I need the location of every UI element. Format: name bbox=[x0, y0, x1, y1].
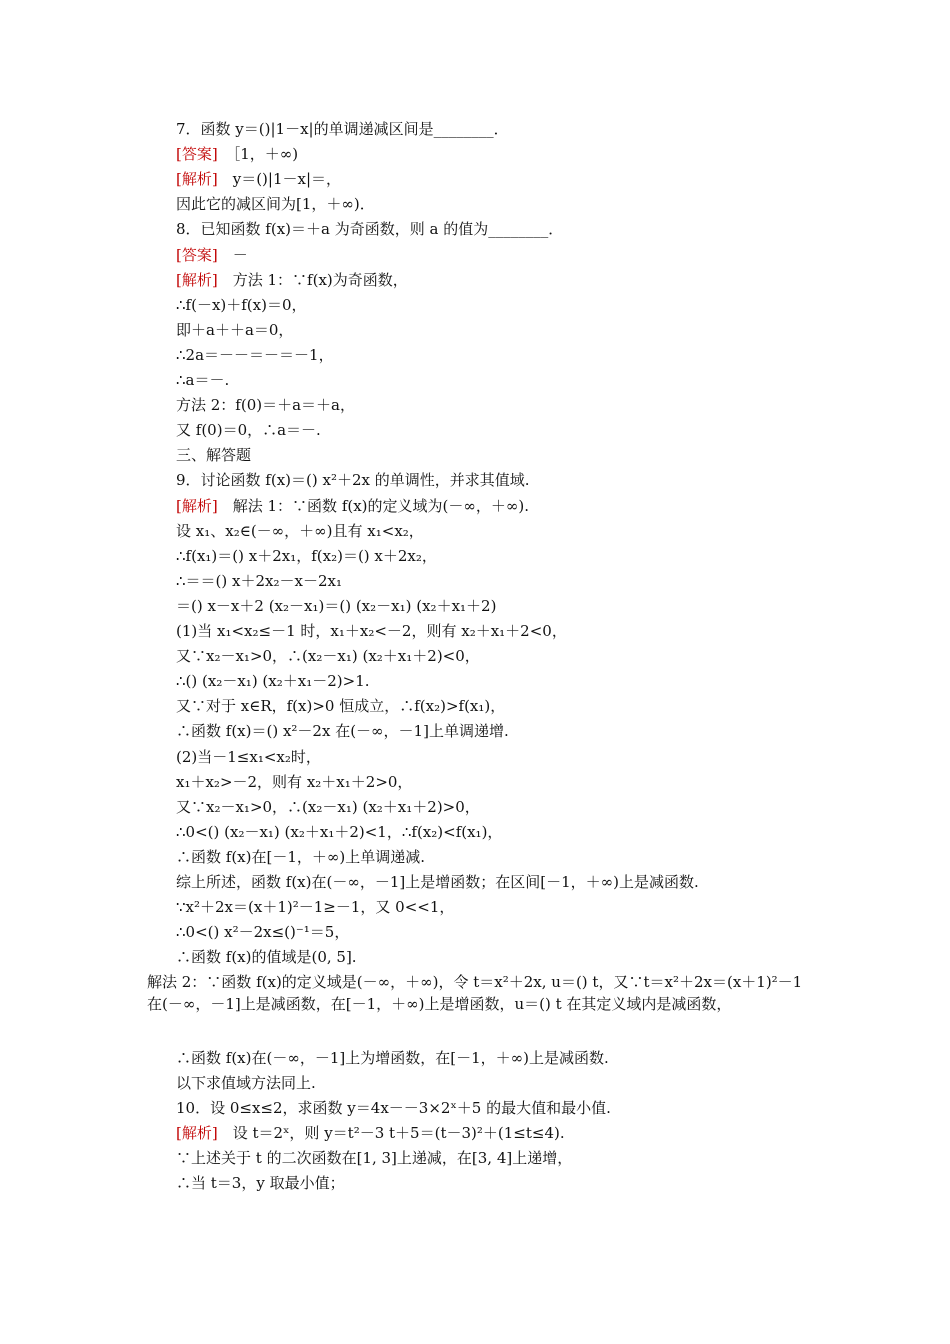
text-line bbox=[176, 796, 480, 818]
text-line bbox=[176, 394, 355, 416]
text-line bbox=[176, 846, 425, 868]
line-text: 方法 2：f(0)＝＋a＝＋a， bbox=[176, 396, 355, 415]
line-text: 又∵x₂－x₁>0，∴(x₂－x₁) (x₂＋x₁＋2)<0， bbox=[176, 647, 480, 666]
line-text: 解法 2：∵函数 f(x)的定义域是(－∞，＋∞)，令 t＝x²＋2x, u＝() t，又∵t＝x²＋2x＝(x＋1)²－1 在(－∞，－1]上是减函数，在[－1，＋∞)上是增函数，u＝() t 在其定义域内是减函数， bbox=[147, 973, 803, 1014]
text-line bbox=[176, 896, 454, 918]
text-line bbox=[176, 695, 505, 717]
text-line bbox=[176, 269, 408, 291]
text-line bbox=[176, 670, 370, 692]
text-line bbox=[176, 595, 496, 617]
line-text: ∴函数 f(x)的值域是(0, 5]. bbox=[176, 948, 357, 967]
section-tag: [答案] bbox=[176, 245, 218, 264]
line-text: 因此它的减区间为[1，＋∞)． bbox=[176, 195, 375, 214]
text-line bbox=[176, 645, 480, 667]
text-line bbox=[176, 469, 530, 491]
line-text: 综上所述，函数 f(x)在(－∞，－1]上是增函数；在区间[－1，＋∞)上是减函数. bbox=[176, 873, 699, 891]
text-line bbox=[176, 771, 412, 793]
text-line bbox=[176, 1147, 572, 1169]
text-line bbox=[176, 1047, 609, 1069]
text-line bbox=[176, 871, 699, 893]
line-text: ∴() (x₂－x₁) (x₂＋x₁－2)>1. bbox=[176, 672, 370, 691]
text-line bbox=[176, 821, 502, 843]
text-line bbox=[176, 1072, 316, 1094]
text-line bbox=[176, 921, 349, 943]
line-text: － bbox=[232, 245, 248, 264]
line-text: ∴0<() (x₂－x₁) (x₂＋x₁＋2)<1，∴f(x₂)<f(x₁)， bbox=[176, 822, 503, 841]
line-text: 又∵对于 x∈R，f(x)>0 恒成立，∴f(x₂)>f(x₁)， bbox=[176, 697, 506, 716]
line-text: 三、解答题 bbox=[176, 446, 252, 465]
text-line bbox=[176, 319, 293, 341]
line-text: y＝()|1－x|＝， bbox=[232, 170, 342, 189]
line-text: ∵x²＋2x＝(x＋1)²－1≥－1，又 0<<1， bbox=[176, 898, 455, 917]
text-line bbox=[176, 720, 509, 742]
line-text: ∴＝＝() x＋2x₂－x－2x₁ bbox=[176, 571, 342, 590]
text-line bbox=[176, 444, 251, 466]
line-text: 又∵x₂－x₁>0，∴(x₂－x₁) (x₂＋x₁＋2)>0， bbox=[176, 797, 480, 816]
section-tag: [解析] bbox=[176, 1124, 218, 1142]
line-text: 即＋a＋＋a＝0， bbox=[176, 320, 294, 339]
text-line bbox=[176, 495, 529, 517]
line-text: 8．已知函数 f(x)＝＋a 为奇函数，则 a 的值为________． bbox=[176, 220, 564, 239]
line-text: ＝() x－x＋2 (x₂－x₁)＝() (x₂－x₁) (x₂＋x₁＋2) bbox=[176, 596, 497, 615]
text-line bbox=[176, 1122, 565, 1144]
text-line bbox=[176, 946, 357, 968]
line-text: ∴当 t＝3，y 取最小值； bbox=[176, 1174, 345, 1193]
line-text: 设 x₁、x₂∈(－∞，＋∞)且有 x₁<x₂， bbox=[176, 521, 424, 540]
text-line bbox=[147, 971, 807, 1015]
text-line bbox=[176, 294, 307, 316]
line-text: ［1，＋∞) bbox=[232, 145, 299, 164]
section-tag: [解析] bbox=[176, 270, 218, 289]
text-line bbox=[176, 193, 375, 215]
line-text: ∴函数 f(x)在[－1，＋∞)上单调递减. bbox=[176, 847, 425, 866]
line-text: 以下求值域方法同上. bbox=[176, 1073, 316, 1092]
line-text: 7．函数 y＝()|1－x|的单调递减区间是________． bbox=[176, 120, 509, 138]
text-line bbox=[176, 620, 567, 642]
text-line bbox=[176, 746, 321, 768]
text-line bbox=[176, 570, 342, 592]
line-text: ∴a＝－. bbox=[176, 371, 230, 389]
text-line bbox=[176, 545, 437, 567]
text-line bbox=[176, 419, 321, 441]
text-line bbox=[176, 244, 248, 266]
text-line bbox=[176, 369, 229, 391]
text-line bbox=[176, 168, 341, 190]
line-text: (2)当－1≤x₁<x₂时， bbox=[176, 747, 321, 766]
line-text: ∴函数 f(x)＝() x²－2x 在(－∞，－1]上单调递增. bbox=[176, 722, 509, 741]
line-text: (1)当 x₁<x₂≤－1 时，x₁＋x₂<－2，则有 x₂＋x₁＋2<0， bbox=[176, 622, 567, 640]
line-text: 10．设 0≤x≤2，求函数 y＝4x－－3×2ˣ＋5 的最大值和最小值. bbox=[176, 1098, 611, 1117]
text-line bbox=[176, 1097, 611, 1119]
line-text: 方法 1：∵f(x)为奇函数， bbox=[232, 270, 408, 289]
section-tag: [答案] bbox=[176, 145, 218, 164]
line-text: 9．讨论函数 f(x)＝() x²＋2x 的单调性，并求其值域. bbox=[176, 471, 530, 490]
text-line bbox=[176, 344, 334, 366]
section-tag: [解析] bbox=[176, 170, 218, 189]
line-text: ∵上述关于 t 的二次函数在[1, 3]上递减，在[3, 4]上递增， bbox=[176, 1149, 573, 1168]
line-text: x₁＋x₂>－2，则有 x₂＋x₁＋2>0， bbox=[176, 772, 413, 791]
text-line bbox=[176, 143, 298, 165]
line-text: ∴函数 f(x)在(－∞，－1]上为增函数，在[－1，＋∞)上是减函数. bbox=[176, 1048, 609, 1067]
text-line bbox=[176, 1172, 345, 1194]
section-tag: [解析] bbox=[176, 496, 218, 515]
line-text: 又 f(0)＝0，∴a＝－. bbox=[176, 421, 321, 440]
line-text: ∴f(x₁)＝() x＋2x₁，f(x₂)＝() x＋2x₂， bbox=[176, 546, 437, 565]
line-text: ∴0<() x²－2x≤()⁻¹＝5， bbox=[176, 923, 350, 942]
line-text: 设 t＝2ˣ，则 y＝t²－3 t＋5＝(t－3)²＋(1≤t≤4). bbox=[232, 1124, 565, 1142]
text-line bbox=[176, 118, 509, 140]
text-line bbox=[176, 218, 563, 240]
line-text: ∴f(－x)＋f(x)＝0， bbox=[176, 295, 307, 314]
text-line bbox=[176, 520, 424, 542]
line-text: ∴2a＝－－＝－＝－1， bbox=[176, 345, 334, 364]
line-text: 解法 1：∵函数 f(x)的定义域为(－∞，＋∞). bbox=[232, 496, 529, 515]
